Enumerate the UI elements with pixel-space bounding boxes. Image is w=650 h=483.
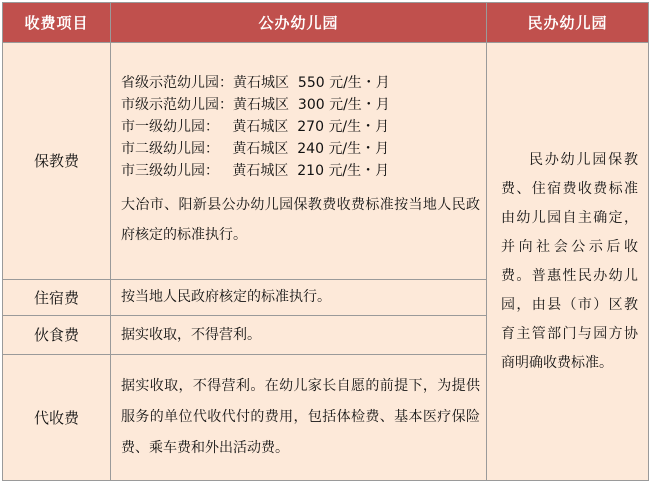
row-tuition [3, 43, 649, 280]
fee-line-city-second [121, 138, 480, 160]
label-agency: 代收费 [3, 354, 111, 480]
fee-price: 550 元/生・月 [297, 74, 390, 91]
fee-line-provincial [121, 72, 480, 94]
fee-level-name: 市级示范幼儿园： [121, 96, 233, 113]
header-public-kindergarten: 公办幼儿园 [111, 3, 487, 43]
header-fee-item: 收费项目 [3, 3, 111, 43]
fee-level-name: 市三级幼儿园： [121, 162, 219, 179]
public-tuition-note: 大冶市、阳新县公办幼儿园保教费收费标准按当地人民政府核定的标准执行。 [121, 196, 480, 243]
fee-area: 黄石城区 [232, 140, 289, 157]
fee-table [2, 2, 649, 481]
fee-line-city-third [121, 160, 480, 182]
fee-price: 300 元/生・月 [297, 96, 390, 113]
label-meals: 伙食费 [3, 316, 111, 354]
header-row [3, 3, 649, 43]
fee-area: 黄石城区 [232, 118, 289, 135]
label-boarding: 住宿费 [3, 279, 111, 315]
fee-price: 240 元/生・月 [297, 140, 390, 157]
fee-area: 黄石城区 [233, 74, 289, 91]
public-tuition-cell [111, 43, 487, 280]
public-boarding-text: 按当地人民政府核定的标准执行。 [111, 279, 487, 315]
fee-line-city-model [121, 94, 480, 116]
fee-area: 黄石城区 [233, 96, 289, 113]
fee-area: 黄石城区 [232, 162, 289, 179]
public-meals-text: 据实收取，不得营利。 [111, 316, 487, 354]
fee-level-name: 市一级幼儿园： [121, 118, 219, 135]
fee-price: 210 元/生・月 [297, 162, 390, 179]
fee-price: 270 元/生・月 [297, 118, 390, 135]
private-fee-cell [487, 43, 649, 481]
private-fee-text: 民办幼儿园保教费、住宿费收费标准由幼儿园自主确定，并向社会公示后收费。普惠性民办幼儿园，由县（市）区教育主管部门与园方协商明确收费标准。 [501, 151, 638, 371]
label-tuition: 保教费 [3, 43, 111, 280]
fee-level-name: 省级示范幼儿园： [121, 74, 233, 91]
public-agency-text: 据实收取，不得营利。在幼儿家长自愿的前提下，为提供服务的单位代收代付的费用，包括体检费、基本医疗保险费、乘车费和外出活动费。 [111, 354, 487, 480]
fee-level-name: 市二级幼儿园： [121, 140, 219, 157]
fee-line-city-first [121, 116, 480, 138]
header-private-kindergarten: 民办幼儿园 [487, 3, 649, 43]
